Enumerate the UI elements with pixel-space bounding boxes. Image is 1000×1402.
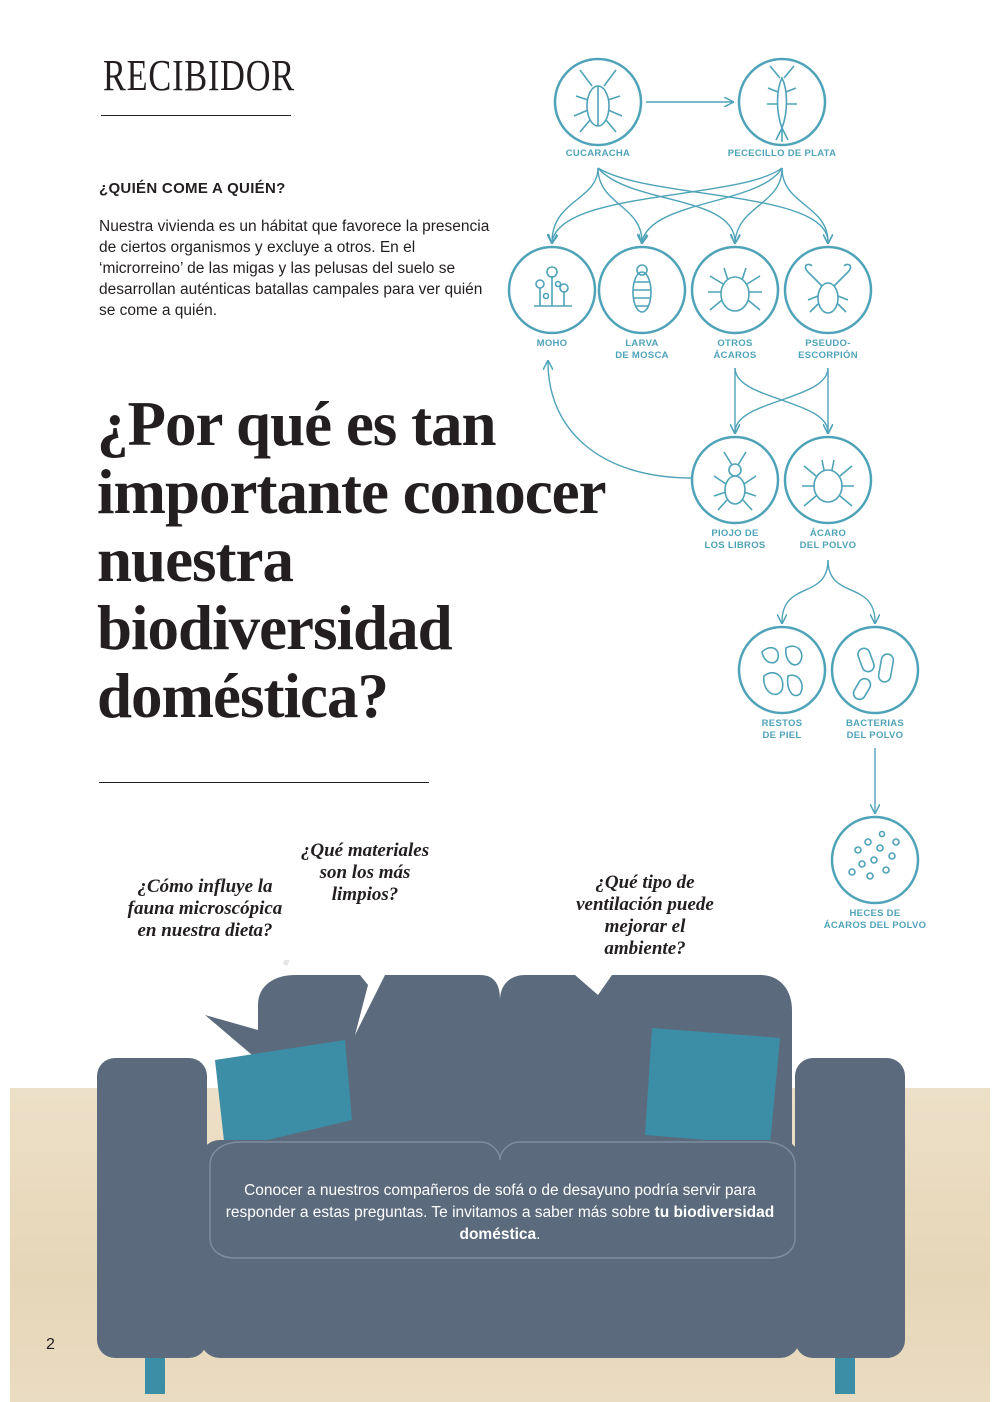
speech-tail-left [205,1015,258,1060]
edge [598,168,642,242]
node-label-restos: RESTOS DE PIEL [761,718,803,741]
edge [735,368,828,432]
node-pseudo [785,247,871,333]
node-label-pececillo: PECECILLO DE PLATA [727,148,837,159]
sofa-caption [210,1180,790,1246]
node-label-piojo: PIOJO DE LOS LIBROS [704,528,766,551]
edge [552,168,598,242]
headline-divider [99,782,429,783]
edge [828,560,875,622]
question-ventilacion: ¿Qué tipo de ventilación puede mejorar el ambiente? [576,872,714,959]
speech-curve [265,960,295,965]
subheading: ¿QUIÉN COME A QUIÉN? [99,180,286,197]
sofa-caption-end: . [536,1226,541,1243]
node-label-moho: MOHO [536,338,568,349]
sofa-seat [200,1140,800,1358]
node-bacterias [832,627,918,713]
edge [642,168,782,242]
sofa-arm-left [97,1058,207,1358]
edge [782,560,828,622]
question-dieta: ¿Cómo influye la fauna microscópica en nuestra dieta? [127,876,283,941]
edge [782,168,828,242]
sofa-caption-emphasis: tu biodiversidad doméstica [459,1204,775,1243]
node-label-pseudo: PSEUDO- ESCORPIÓN [798,338,858,361]
question-materiales: ¿Qué materiales son los más limpios? [300,840,430,905]
node-label-cucaracha: CUCARACHA [565,148,631,159]
node-label-bacterias: BACTERIAS DEL POLVO [845,718,905,741]
pillow-right [645,1028,780,1145]
edge [598,168,828,242]
food-web-diagram [500,50,970,950]
section-divider [101,115,291,116]
sofa-leg [145,1358,165,1394]
node-label-otros: OTROS ÁCAROS [713,338,757,361]
node-piojo [692,437,778,523]
edge [552,168,782,242]
node-heces [832,817,918,903]
sofa-caption-text: Conocer a nuestros compañeros de sofá o de desayuno podría servir para responder a estas preguntas. Te invitamos a saber más sobre [225,1182,756,1221]
headline: ¿Por qué es tan importante conocer nuestra biodiversidad doméstica? [97,389,605,731]
section-title: RECIBIDOR [103,51,295,100]
sofa-arm-right [795,1058,905,1358]
node-label-larva: LARVA DE MOSCA [615,338,669,361]
edge [598,168,735,242]
edge-piojo-moho [548,362,692,478]
node-label-acaro: ÁCARO DEL POLVO [799,528,857,551]
intro-paragraph: Nuestra vivienda es un hábitat que favorece la presencia de ciertos organismos y excluye a otros. En el ‘microrreino’ de las migas y las pelusas del suelo se desarrollan auténticas batallas campales para ver quién se come a quién. [99,218,490,319]
node-acaro [785,437,871,523]
page-number: 2 [46,1336,55,1353]
node-label-heces: HECES DE ÁCAROS DEL POLVO [823,908,927,931]
node-otros [692,247,778,333]
sofa-leg [835,1358,855,1394]
node-restos [739,627,825,713]
